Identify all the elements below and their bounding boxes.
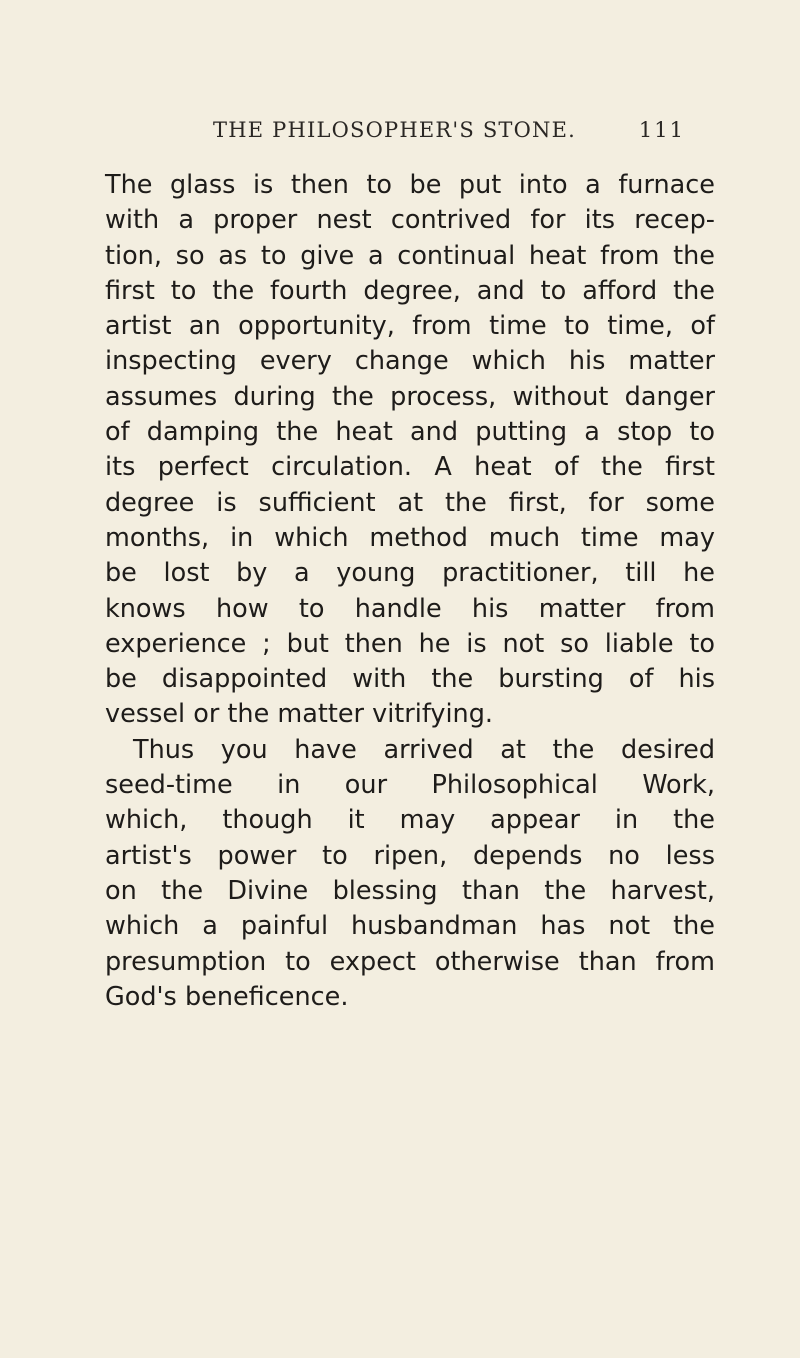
- text-line: which, though it may appear in the: [105, 805, 715, 836]
- text-line: knows how to handle his matter from: [105, 593, 715, 624]
- text-line: seed-time in our Philosophical Work,: [105, 770, 715, 801]
- text-line: on the Divine blessing than the harvest,: [105, 875, 715, 906]
- text-line: its perfect circulation. A heat of the first: [105, 452, 715, 483]
- text-line: be lost by a young practitioner, till he: [105, 558, 715, 589]
- text-line: months, in which method much time may: [105, 522, 715, 553]
- text-line: degree is sufficient at the first, for some: [105, 487, 715, 518]
- body-text: [105, 168, 715, 1015]
- text-line: which a painful husbandman has not the: [105, 911, 715, 942]
- text-line: of damping the heat and putting a stop to: [105, 417, 715, 448]
- text-line: with a proper nest contrived for its recep-: [105, 205, 715, 236]
- text-line: Thus you have arrived at the desired: [133, 734, 715, 765]
- text-line: inspecting every change which his matter: [105, 346, 715, 377]
- text-line: be disappointed with the bursting of his: [105, 664, 715, 695]
- running-head-title: THE PHILOSOPHER'S STONE.: [213, 118, 577, 142]
- text-line: tion, so as to give a continual heat from the: [105, 240, 715, 271]
- running-head: [213, 118, 685, 148]
- text-line: artist's power to ripen, depends no less: [105, 840, 715, 871]
- paragraph-2: [105, 733, 715, 1015]
- text-line: The glass is then to be put into a furnace: [105, 170, 715, 200]
- page-number: 111: [638, 118, 685, 142]
- text-line: presumption to expect otherwise than from: [105, 946, 715, 977]
- paragraph-1: [105, 168, 715, 733]
- text-line: experience ; but then he is not so liable to: [105, 628, 715, 659]
- text-line: assumes during the process, without danger: [105, 381, 715, 412]
- text-line: vessel or the matter vitrifying.: [105, 699, 494, 730]
- text-line: God's beneficence.: [105, 981, 349, 1012]
- text-line: first to the fourth degree, and to afford the: [105, 275, 715, 306]
- text-line: artist an opportunity, from time to time, of: [105, 311, 715, 342]
